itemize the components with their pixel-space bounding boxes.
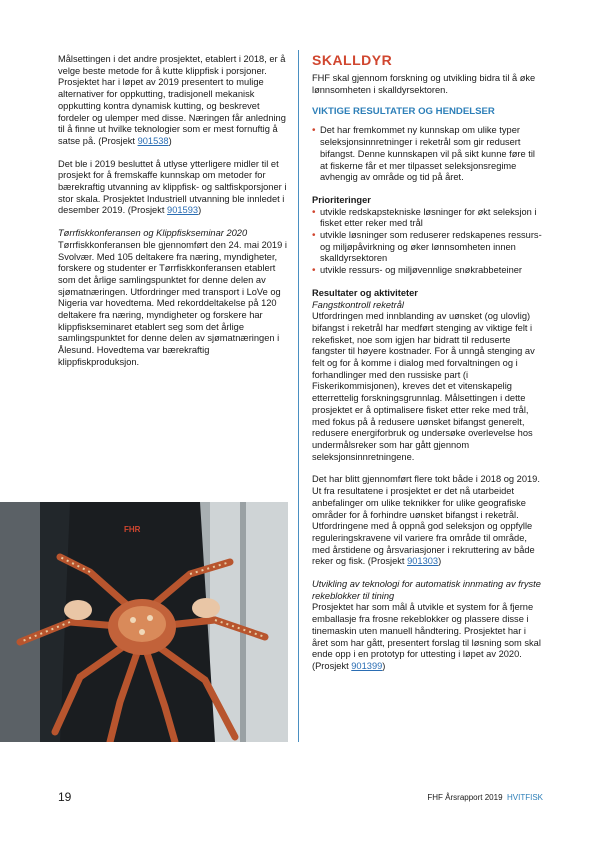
bullet-icon: •: [312, 206, 316, 218]
paragraph-tokt: Det har blitt gjennomført flere tokt både i 2018 og 2019. Ut fra resultatene i prosjektet er det nå utarbeidet anbefalinger om ulike teknikker for ulike geografiske områder for å forhindre uønsket bifangst i reketrål. Utfordringene med å oppnå god seleksjon og oppfylle reguleringskravene vil variere fra område til område, med årstidene og årsvariasjoner i rekruttering av både reker og fisk. (Prosjekt 901303): [312, 474, 540, 567]
results-activities-heading: Resultater og aktiviteter: [312, 287, 418, 298]
subsection-title: VIKTIGE RESULTATER OG HENDELSER: [312, 106, 495, 118]
jacket-logo-text: FHR: [124, 525, 141, 534]
results-list: [312, 125, 544, 184]
column-divider: [298, 50, 299, 742]
section-intro: FHF skal gjennom forskning og utvikling bidra til å øke lønnsomheten i skalldyrsektoren.: [312, 73, 536, 95]
priorities-list-item: • utvikle ressurs- og miljøvennlige snøkrabbeteiner: [312, 265, 523, 277]
priorities-list-item: • utvikle løsninger som reduserer redskapenes ressurs- og miljøpåvirkning og øker lønnsomheten innen skalldyrsektoren: [312, 230, 542, 264]
paragraph-klippfisk-porsjoner: Målsettingen i det andre prosjektet, etablert i 2018, er å velge beste metode for å kutte klippfisk i porsjoner. Prosjektet har i løpet av 2019 presentert to mulige alternativer for oppkutting, tradisjonell mekanisk oppkutting kontra dynamisk kutting, og beskrevet fordeler og ulemper med disse. Næringen får anledning til å finne ut hvilke teknologier som er mest fornuftig å satse på. (Prosjekt 901538): [58, 54, 286, 146]
paragraph-fangstkontroll: Utfordringen med innblanding av uønsket (og ulovlig) bifangst i reketrål har medført stenging av viktige felt i rekefisket, noe som igjen har bidratt til reduserte fangster til høyere kostnader. For å unngå stenging av felt og for å komme i dialog med forvaltningen og i forhandlinger med den russiske part (i Fiskerikommisjonen), kreves det et vitenskapelig etterrettelig forskningsgrunnlag. Målsettingen i dette prosjektet er å optimalisere fisket etter reke med trål, med fokus på å redusere uønsket bifangst generelt, redusere energiforbruk og undersøke overlevelse hos undermålsreker som har gått gjennom seleksjonsinnretningene.: [312, 311, 535, 462]
fangstkontroll-heading: Fangstkontroll reketrål: [312, 299, 404, 310]
paragraph-rekeblokker: Prosjektet har som mål å utvikle et system for å fjerne emballasje fra frosne rekeblokker og plassere disse i tinemaskin uten manuell håndtering. Prosjektet har i året som har gått, presentert forslag til løsning som skal ende opp i en prototyp for uttesting i løpet av 2020. (Prosjekt 901399): [312, 602, 541, 671]
priorities-list: [312, 207, 544, 277]
bullet-icon: •: [312, 125, 316, 137]
bullet-icon: •: [312, 265, 316, 277]
project-link-901593[interactable]: 901593: [167, 205, 199, 216]
right-column: [312, 52, 544, 673]
project-link-901303[interactable]: 901303: [407, 556, 439, 567]
paragraph-torrfiskkonferansen: Tørrfiskkonferansen ble gjennomført den 24. mai 2019 i Svolvær. Med 105 deltakere fra næring, myndigheter, forskere og studenter er Tørrfiskkonferansen etablert som det årlige samlingspunktet for denne delen av sjømatnæringen. Utfordringer med transport i LoVe og Nigeria var hovedtema. Med rekorddeltakelse på 120 deltakere fra næring, myndigheter og forskere har klippfiskseminaret etablert seg som det årlige samlingspunktet for denne delen av sjømatnæringen i Ålesund. Hovedtema var bærekraftig klippfiskproduksjon.: [58, 239, 287, 367]
project-link-901538[interactable]: 901538: [137, 135, 169, 146]
priorities-list-item: • utvikle redskapstekniske løsninger for økt seleksjon i fisket etter reker med trål: [312, 206, 537, 229]
section-title: SKALLDYR: [312, 52, 393, 68]
page-number: 19: [58, 790, 72, 804]
footer-section-label: HVITFISK: [506, 793, 543, 802]
king-crab-illustration: [0, 502, 288, 742]
bullet-icon: •: [312, 230, 316, 242]
footer-report-label: FHF Årsrapport 2019 HVITFISK: [427, 793, 543, 802]
heading-torrfiskkonferansen: Tørrfiskkonferansen og Klippfiskseminar 2020: [58, 228, 248, 239]
priorities-heading: Prioriteringer: [312, 194, 371, 205]
king-crab-photo: [0, 502, 288, 742]
paragraph-industriell-utvanning: Det ble i 2019 besluttet å utlyse ytterligere midler til et prosjekt for å fremskaffe kunnskap om metoder for bærekraftig utvanning av klippfisk- og saltfiskporsjoner i stor skala. Prosjektet Industriell utvanning ble innledet i desember 2019. (Prosjekt 901593): [58, 158, 287, 216]
results-list-item: • Det har fremkommet ny kunnskap om ulike typer seleksjonsinnretninger i reketrål som gir redusert bifangst. Denne kunnskapen vil på sikt kunne føre til at fiskerne får et mer tilpasset seleksjonsregime avhengig av område og tid på året.: [312, 125, 535, 183]
project-link-901399[interactable]: 901399: [351, 660, 383, 671]
heading-rekeblokker: Utvikling av teknologi for automatisk innmating av fryste rekeblokker til tining: [312, 579, 541, 601]
left-column: [58, 54, 290, 369]
